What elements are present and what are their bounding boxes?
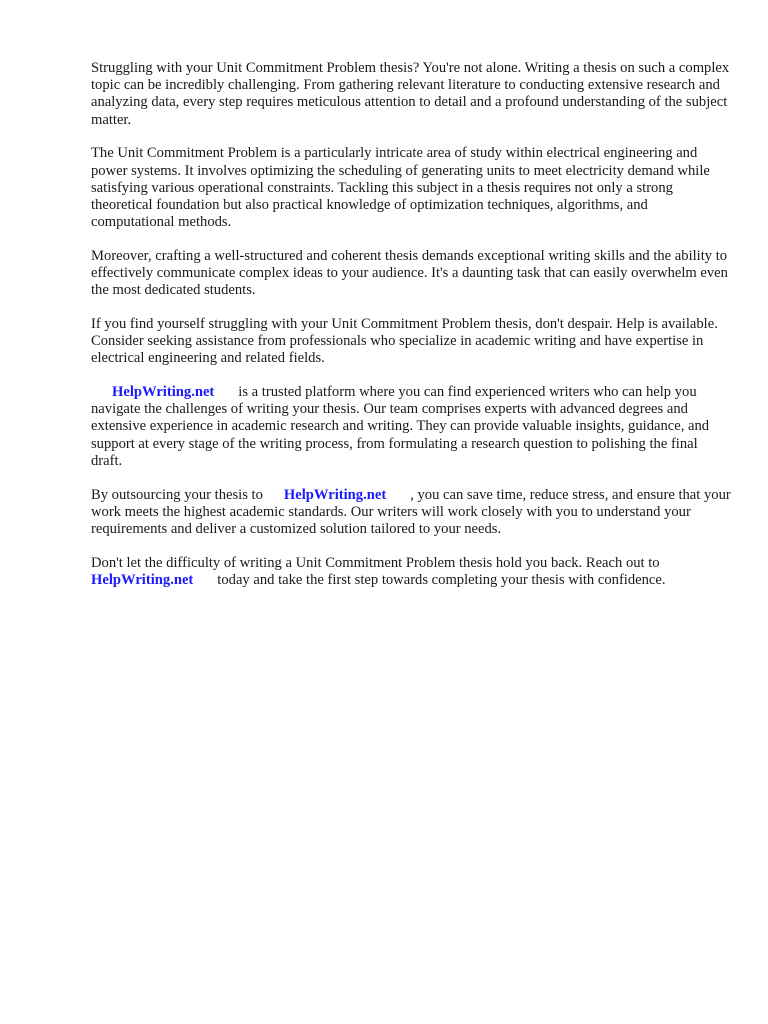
- paragraph-closing-lead: Don't let the difficulty of writing a Unit Commitment Problem thesis hold you back. Reach out to: [91, 554, 660, 571]
- document-body: [91, 60, 731, 606]
- paragraph-closing-text: today and take the first step towards completing your thesis with confidence.: [217, 571, 666, 588]
- helpwriting-link-2[interactable]: HelpWriting.net: [283, 486, 387, 503]
- paragraph-outsourcing: [91, 487, 731, 539]
- paragraph-help-available: If you find yourself struggling with your Unit Commitment Problem thesis, don't despair. Help is available. Consider seeking assistance from professionals who specialize in academic writing and have expertise in electrical engineering and related fields.: [91, 315, 718, 367]
- paragraph-platform-text: is a trusted platform where you can find experienced writers who can help you navigate the challenges of writing your thesis. Our team comprises experts with advanced degrees and extensive experience in academic research and writing. They can provide valuable insights, guidance, and support at every stage of the writing process, from formulating a research question to polishing the final draft.: [91, 384, 710, 469]
- helpwriting-link-1[interactable]: HelpWriting.net: [112, 384, 215, 401]
- paragraph-intro: Struggling with your Unit Commitment Problem thesis? You're not alone. Writing a thesis on such a complex topic can be incredibly challenging. From gathering relevant literature to conducting extensive research and analyzing data, every step requires meticulous attention to detail and a profound understanding of the subject matter.: [91, 60, 730, 128]
- helpwriting-link-3[interactable]: HelpWriting.net: [91, 571, 194, 588]
- paragraph-outsourcing-lead: By outsourcing your thesis to: [91, 486, 263, 503]
- paragraph-platform: [91, 384, 731, 470]
- paragraph-closing: [91, 555, 731, 589]
- paragraph-unit-commitment: The Unit Commitment Problem is a particularly intricate area of study within electrical engineering and power systems. It involves optimizing the scheduling of generating units to meet electricity demand while satisfying various operational constraints. Tackling this subject in a thesis requires not only a strong theoretical foundation but also practical knowledge of optimization techniques, algorithms, and computational methods.: [91, 145, 710, 231]
- paragraph-outsourcing-text: , you can save time, reduce stress, and ensure that your work meets the highest academic standards. Our writers will work closely with you to understand your requirements and deliver a customized solution tailored to your needs.: [91, 486, 731, 537]
- paragraph-writing-skills: Moreover, crafting a well-structured and coherent thesis demands exceptional writing skills and the ability to effectively communicate complex ideas to your audience. It's a daunting task that can easily overwhelm even the most dedicated students.: [91, 247, 728, 299]
